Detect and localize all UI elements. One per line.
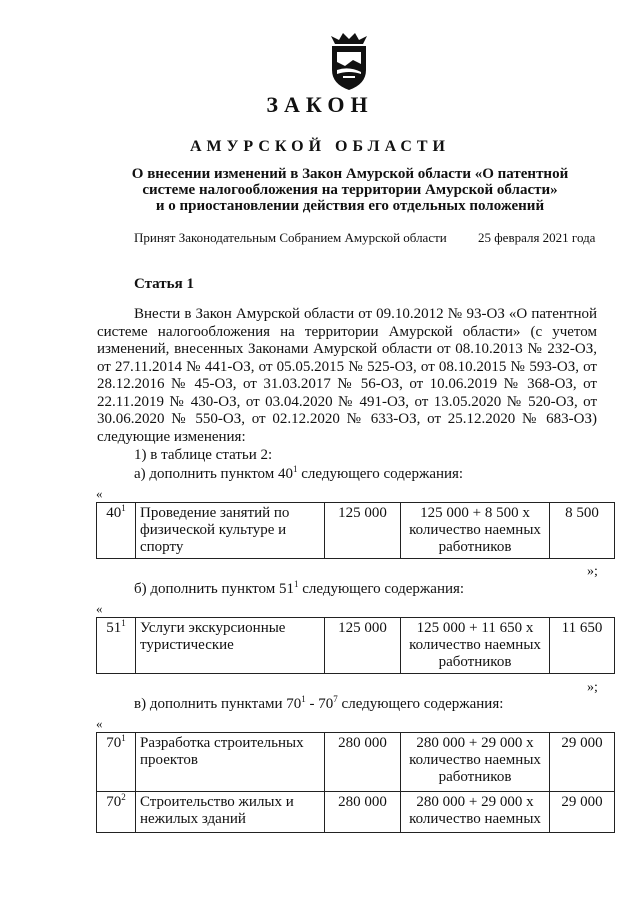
- base-income: 280 000: [325, 733, 401, 792]
- document-subtitle: АМУРСКОЙ ОБЛАСТИ: [190, 138, 450, 155]
- subitem-c: в) дополнить пунктами $70^1 - 70^7$ следующего содержания:: [134, 694, 504, 712]
- quote-close: »;: [587, 564, 598, 579]
- increment-value: 8 500: [550, 503, 615, 559]
- subitem-a: а) дополнить пунктом $40^1$ следующего содержания:: [134, 464, 464, 482]
- increment-value: 29 000: [550, 792, 615, 833]
- quote-open: «: [96, 486, 103, 501]
- increment-value: 29 000: [550, 733, 615, 792]
- quote-open: «: [96, 716, 103, 731]
- quote-open: «: [96, 601, 103, 616]
- law-heading: О внесении изменений в Закон Амурской области «О патентной системе налогообложения на территории Амурской области» и о приостановлении действия его отдельных положений: [131, 166, 569, 214]
- row-number: $70^1$: [97, 733, 136, 792]
- adopted-by: Принят Законодательным Собранием Амурской области: [134, 230, 447, 245]
- income-formula: 125 000 + 8 500 x количество наемных работников: [401, 503, 550, 559]
- activity-name: Проведение занятий по физической культуре и спорту: [136, 503, 325, 559]
- base-income: 280 000: [325, 792, 401, 833]
- base-income: 125 000: [325, 618, 401, 674]
- row-number: $70^2$: [97, 792, 136, 833]
- document-title: ЗАКОН: [266, 92, 374, 117]
- table-row: [97, 733, 615, 792]
- income-formula: 280 000 + 29 000 x количество наемных работников: [401, 733, 550, 792]
- quote-close: »;: [587, 680, 598, 695]
- item-1: 1) в таблице статьи 2:: [134, 447, 273, 463]
- base-income: 125 000: [325, 503, 401, 559]
- increment-value: 11 650: [550, 618, 615, 674]
- table-c: [96, 732, 615, 833]
- table-row: [97, 618, 615, 674]
- activity-name: Строительство жилых и нежилых зданий: [136, 792, 325, 833]
- table-a: [96, 502, 615, 559]
- activity-name: Разработка строительных проектов: [136, 733, 325, 792]
- income-formula: 280 000 + 29 000 x количество наемных: [401, 792, 550, 833]
- table-row: [97, 503, 615, 559]
- adoption-date: 25 февраля 2021 года: [478, 230, 596, 245]
- row-number: $51^1$: [97, 618, 136, 674]
- table-b: [96, 617, 615, 674]
- article-title: Статья 1: [134, 276, 194, 292]
- article-paragraph: Внести в Закон Амурской области от 09.10.2012 № 93-ОЗ «О патентной системе налогообложения на территории Амурской области» (с учетом изменений, внесенных Законами Амурской области от 08.10.2013 № 232-ОЗ, от 27.11.2014 № 441-ОЗ, от 05.05.2015 № 525-ОЗ, от 08.10.2015 № 593-ОЗ, от 28.12.2016 № 45-ОЗ, от 31.03.2017 № 56-ОЗ, от 10.06.2019 № 368-ОЗ, от 22.11.2019 № 430-ОЗ, от 03.04.2020 № 491-ОЗ, от 13.05.2020 № 520-ОЗ, от 30.06.2020 № 550-ОЗ, от 02.12.2020 № 633-ОЗ, от 25.12.2020 № 683-ОЗ) следующие изменения:: [97, 306, 597, 445]
- table-row: [97, 792, 615, 833]
- activity-name: Услуги экскурсионные туристические: [136, 618, 325, 674]
- row-number: $40^1$: [97, 503, 136, 559]
- income-formula: 125 000 + 11 650 x количество наемных работников: [401, 618, 550, 674]
- subitem-b: б) дополнить пунктом $51^1$ следующего содержания:: [134, 579, 465, 597]
- coat-of-arms-icon: [323, 30, 375, 92]
